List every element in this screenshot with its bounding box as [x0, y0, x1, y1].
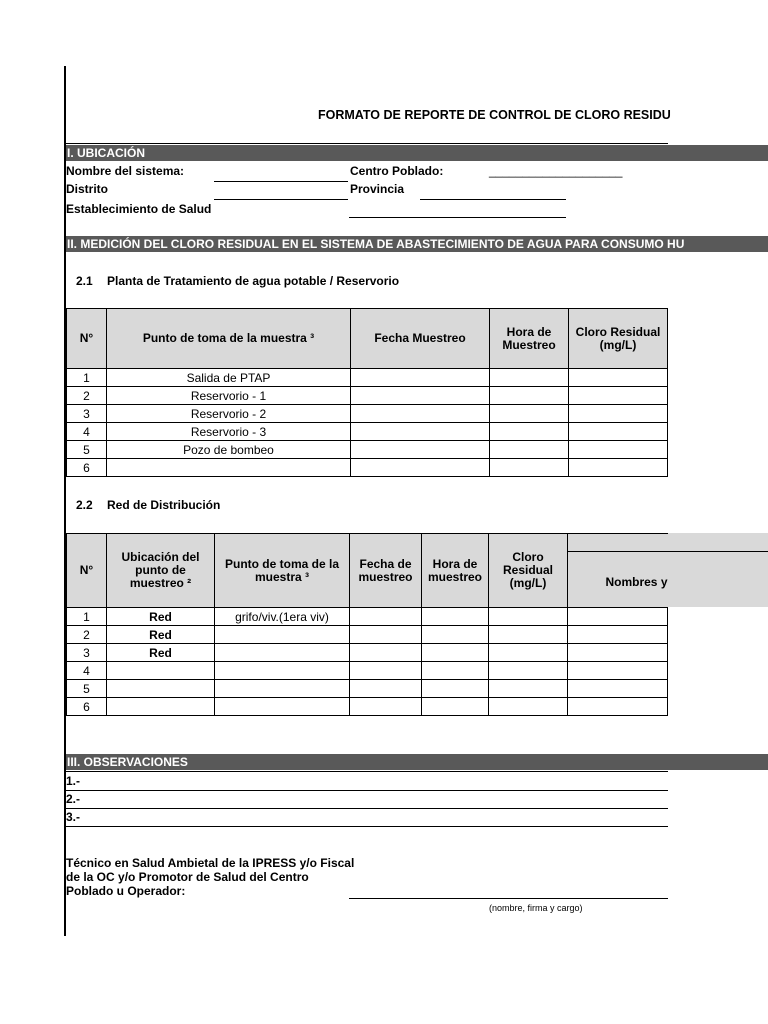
table-row: [67, 423, 668, 441]
col-ubicacion: Ubicación del punto de muestreo ²: [107, 534, 215, 608]
nombre-sistema-label: Nombre del sistema:: [66, 164, 185, 178]
cloro-cell[interactable]: [489, 662, 568, 680]
fecha-cell[interactable]: [350, 662, 422, 680]
sample-point: Salida de PTAP: [107, 369, 351, 387]
signature-line[interactable]: [349, 898, 668, 899]
nombres-cell[interactable]: [568, 626, 668, 644]
cloro-cell[interactable]: [489, 680, 568, 698]
hora-cell[interactable]: [490, 405, 569, 423]
col-cloro: Cloro Residual (mg/L): [569, 309, 668, 369]
table-row: [67, 608, 668, 626]
hora-cell[interactable]: [490, 423, 569, 441]
sample-point: Reservorio - 1: [107, 387, 351, 405]
table-row: [67, 387, 668, 405]
fecha-cell[interactable]: [351, 369, 490, 387]
hora-cell[interactable]: [490, 387, 569, 405]
nombres-cell[interactable]: [568, 644, 668, 662]
row-number: 3: [67, 405, 107, 423]
observacion-3-line[interactable]: [66, 826, 668, 827]
observacion-2-line[interactable]: [66, 808, 668, 809]
row-number: 1: [67, 608, 107, 626]
signature-label: Técnico en Salud Ambietal de la IPRESS y/o Fiscal de la OC y/o Promotor de Salud del Centro Poblado u Operador:: [66, 856, 355, 898]
row-number: 5: [67, 680, 107, 698]
row-number: 2: [67, 387, 107, 405]
cloro-cell[interactable]: [489, 608, 568, 626]
punto-toma-cell[interactable]: [215, 626, 350, 644]
cloro-cell[interactable]: [489, 626, 568, 644]
provincia-field[interactable]: [420, 199, 566, 200]
col-n: N°: [67, 534, 107, 608]
observacion-1-label: 1.-: [66, 774, 81, 788]
row-number: 5: [67, 441, 107, 459]
subsection-2-2-title: Red de Distribución: [107, 498, 221, 512]
ubicacion-cell[interactable]: [107, 698, 215, 716]
table-row: [67, 680, 668, 698]
punto-toma-cell[interactable]: [215, 680, 350, 698]
distrito-field[interactable]: [214, 199, 348, 200]
sample-point: Reservorio - 3: [107, 423, 351, 441]
table-row: [67, 662, 668, 680]
row-number: 6: [67, 459, 107, 477]
row-number: 2: [67, 626, 107, 644]
ubicacion-cell: Red: [107, 608, 215, 626]
hora-cell[interactable]: [422, 662, 489, 680]
punto-toma-cell[interactable]: [215, 662, 350, 680]
fecha-cell[interactable]: [350, 626, 422, 644]
row-number: 3: [67, 644, 107, 662]
nombres-cell[interactable]: [568, 680, 668, 698]
cloro-cell[interactable]: [569, 405, 668, 423]
observacion-3-label: 3.-: [66, 810, 81, 824]
hora-cell[interactable]: [422, 680, 489, 698]
table-row: [67, 698, 668, 716]
section-medicion-heading: II. MEDICIÓN DEL CLORO RESIDUAL EN EL SISTEMA DE ABASTECIMIENTO DE AGUA PARA CONSUMO HU: [66, 236, 768, 252]
cloro-cell[interactable]: [569, 459, 668, 477]
table-row: [67, 459, 668, 477]
centro-poblado-label: Centro Poblado:: [350, 164, 444, 178]
fecha-cell[interactable]: [351, 459, 490, 477]
fecha-cell[interactable]: [351, 423, 490, 441]
hora-cell[interactable]: [422, 644, 489, 662]
col-fecha: Fecha de muestreo: [350, 534, 422, 608]
col-nombres: [568, 534, 668, 608]
establecimiento-label: Establecimiento de Salud: [66, 202, 212, 216]
header-split-line: [567, 551, 768, 552]
hora-cell[interactable]: [490, 459, 569, 477]
ptap-table-header: [67, 309, 668, 369]
observacion-1-line[interactable]: [66, 790, 668, 791]
distrito-label: Distrito: [66, 182, 108, 196]
cloro-cell[interactable]: [489, 644, 568, 662]
col-punto-toma: Punto de toma de la muestra ³: [107, 309, 351, 369]
fecha-cell[interactable]: [351, 387, 490, 405]
col-nombres-label: Nombres y: [605, 575, 668, 589]
fecha-cell[interactable]: [350, 680, 422, 698]
observacion-2-label: 2.-: [66, 792, 81, 806]
col-hora: Hora de muestreo: [422, 534, 489, 608]
centro-poblado-field[interactable]: ____________________: [489, 164, 623, 178]
col-n: N°: [67, 309, 107, 369]
table-row: [67, 644, 668, 662]
sample-point: Reservorio - 2: [107, 405, 351, 423]
hora-cell[interactable]: [490, 369, 569, 387]
nombre-sistema-field[interactable]: [214, 181, 348, 182]
hora-cell[interactable]: [422, 626, 489, 644]
hora-cell[interactable]: [490, 441, 569, 459]
row-number: 1: [67, 369, 107, 387]
table-header-overflow: [667, 533, 768, 607]
section-ubicacion-heading: I. UBICACIÓN: [66, 145, 768, 161]
table-row: [67, 405, 668, 423]
signature-caption: (nombre, firma y cargo): [489, 903, 583, 913]
punto-toma-cell: grifo/viv.(1era viv): [215, 608, 350, 626]
hora-cell[interactable]: [422, 608, 489, 626]
ubicacion-cell: Red: [107, 626, 215, 644]
subsection-2-1-number: 2.1: [76, 274, 93, 288]
subsection-2-1-title: Planta de Tratamiento de agua potable / Reservorio: [107, 274, 400, 288]
sample-point[interactable]: [107, 459, 351, 477]
cloro-cell[interactable]: [489, 698, 568, 716]
col-punto-toma: Punto de toma de la muestra ³: [215, 534, 350, 608]
col-hora: Hora de Muestreo: [490, 309, 569, 369]
fecha-cell[interactable]: [350, 608, 422, 626]
ubicacion-cell[interactable]: [107, 662, 215, 680]
ptap-table: [66, 308, 668, 477]
cloro-cell[interactable]: [569, 387, 668, 405]
nombres-cell[interactable]: [568, 662, 668, 680]
page-title: FORMATO DE REPORTE DE CONTROL DE CLORO RESIDU: [318, 108, 671, 122]
subsection-2-2-number: 2.2: [76, 498, 93, 512]
ubicacion-cell[interactable]: [107, 680, 215, 698]
table-row: [67, 626, 668, 644]
sample-point: Pozo de bombeo: [107, 441, 351, 459]
cloro-cell[interactable]: [569, 423, 668, 441]
provincia-label: Provincia: [350, 182, 405, 196]
punto-toma-cell[interactable]: [215, 698, 350, 716]
fecha-cell[interactable]: [351, 405, 490, 423]
nombres-cell[interactable]: [568, 698, 668, 716]
cloro-cell[interactable]: [569, 441, 668, 459]
table-row: [67, 369, 668, 387]
hora-cell[interactable]: [422, 698, 489, 716]
establecimiento-field[interactable]: [349, 217, 566, 218]
obs-top-line: [66, 771, 668, 772]
col-fecha: Fecha Muestreo: [351, 309, 490, 369]
row-number: 4: [67, 662, 107, 680]
red-table-header: [67, 534, 668, 608]
table-row: [67, 441, 668, 459]
nombres-cell[interactable]: [568, 608, 668, 626]
fecha-cell[interactable]: [351, 441, 490, 459]
row-number: 6: [67, 698, 107, 716]
red-distribucion-table: [66, 533, 668, 716]
fecha-cell[interactable]: [350, 644, 422, 662]
col-cloro: Cloro Residual (mg/L): [489, 534, 568, 608]
section-observaciones-heading: III. OBSERVACIONES: [66, 754, 768, 770]
fecha-cell[interactable]: [350, 698, 422, 716]
punto-toma-cell[interactable]: [215, 644, 350, 662]
row-number: 4: [67, 423, 107, 441]
cloro-cell[interactable]: [569, 369, 668, 387]
ubicacion-cell: Red: [107, 644, 215, 662]
title-underline: [66, 143, 668, 144]
